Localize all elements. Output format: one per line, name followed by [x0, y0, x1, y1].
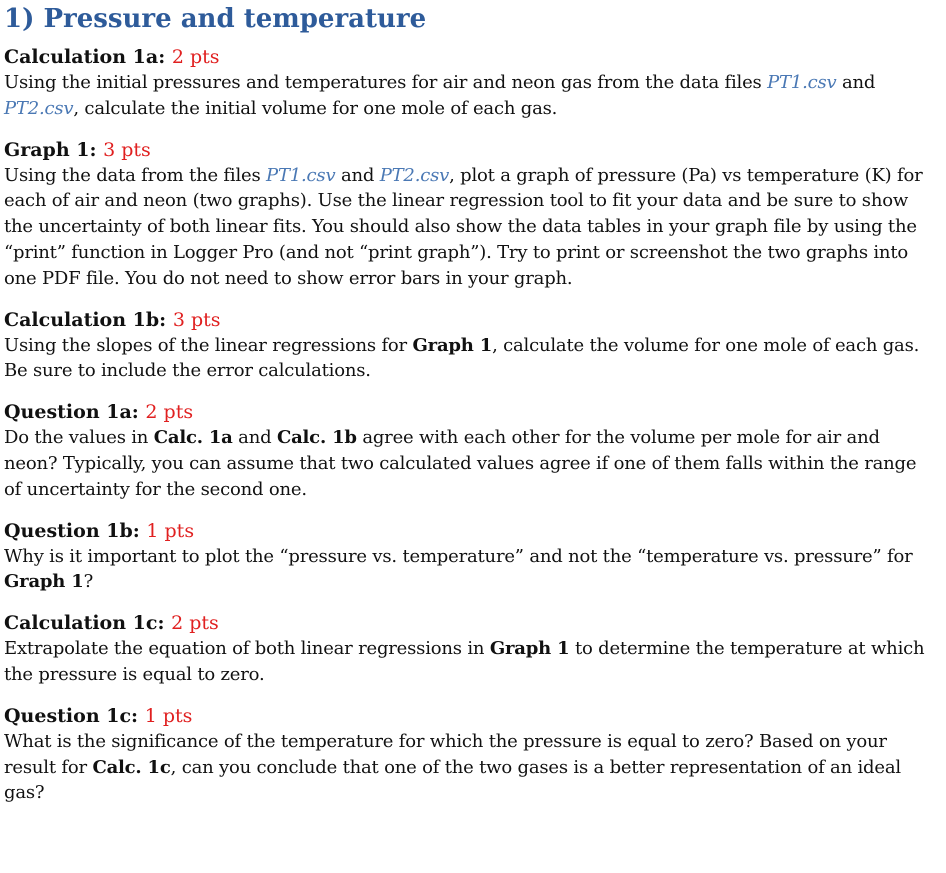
body-text: Extrapolate the equation of both linear regressions in	[4, 638, 490, 660]
section-heading	[4, 610, 936, 636]
bold-reference: Graph 1	[412, 334, 493, 356]
points-badge: 2 pts	[145, 401, 194, 424]
section-calculation-1b	[4, 307, 936, 385]
points-badge: 3 pts	[172, 308, 221, 331]
section-label: Graph 1:	[4, 138, 97, 161]
bold-reference: Calc. 1a	[153, 427, 233, 449]
section-body	[4, 636, 936, 688]
section-body	[4, 70, 936, 122]
section-label: Question 1c:	[4, 704, 139, 727]
section-calculation-1c	[4, 610, 936, 688]
bold-reference: Graph 1	[4, 571, 84, 593]
section-body	[4, 729, 936, 806]
section-label: Calculation 1a:	[4, 46, 166, 68]
body-text: to determine the temperature at which the pressure is equal to zero.	[4, 638, 925, 685]
file-name-pt1: PT1.csv	[266, 164, 336, 186]
section-body	[4, 425, 936, 502]
section-label: Calculation 1b:	[4, 308, 167, 331]
section-label: Calculation 1c:	[4, 612, 165, 635]
section-heading	[4, 137, 936, 163]
section-heading	[4, 307, 936, 333]
section-label: Question 1b:	[4, 519, 140, 542]
bold-reference: Graph 1	[489, 638, 570, 660]
bold-reference: Calc. 1c	[92, 756, 171, 778]
body-text: and	[232, 427, 277, 449]
file-name-pt1: PT1.csv	[767, 72, 837, 93]
section-body	[4, 544, 936, 596]
points-badge: 1 pts	[146, 519, 195, 542]
section-label: Question 1a:	[4, 401, 139, 424]
bold-reference: Calc. 1b	[276, 427, 357, 449]
body-text: Do the values in	[4, 427, 154, 449]
section-body	[4, 163, 936, 292]
body-text: Using the initial pressures and temperatures for air and neon gas from the data files	[4, 72, 768, 93]
file-name-pt2: PT2.csv	[4, 97, 74, 119]
points-badge: 2 pts	[171, 612, 219, 635]
section-heading	[4, 44, 936, 70]
body-text: Using the data from the files	[4, 164, 267, 186]
section-heading	[4, 399, 936, 425]
body-text: , calculate the initial volume for one mole of each gas.	[73, 97, 558, 119]
body-text: , plot a graph of pressure (Pa) vs temperature (K) for each of air and neon (two graphs). Use the linear regression tool to fit your data and be sure to show the uncertainty of both linear fits. You should also show the data tables in your graph file by using the “print” function in Logger Pro (and not “print graph”). Try to print or screenshot the two graphs into one PDF file. You do not need to show error bars in your graph.	[4, 164, 923, 289]
file-name-pt2: PT2.csv	[379, 164, 450, 186]
section-calculation-1a	[4, 44, 936, 122]
body-text: and	[836, 72, 876, 93]
section-graph-1	[4, 137, 936, 292]
section-body	[4, 333, 936, 385]
body-text: ?	[83, 571, 94, 593]
body-text: agree with each other for the volume per mole for air and neon? Typically, you can assume that two calculated values agree if one of them falls within the range of uncertainty for the second one.	[4, 427, 917, 500]
body-text: , can you conclude that one of the two gases is a better representation of an ideal gas?	[4, 756, 901, 804]
section-heading	[4, 703, 936, 729]
body-text: Why is it important to plot the “pressure vs. temperature” and not the “temperature vs. pressure” for	[4, 545, 913, 567]
page-title: 1) Pressure and temperature	[4, 4, 427, 34]
section-question-1a	[4, 399, 936, 502]
body-text: Using the slopes of the linear regressions for	[4, 334, 413, 356]
section-question-1b	[4, 518, 936, 596]
section-heading	[4, 518, 936, 544]
points-badge: 2 pts	[171, 46, 220, 68]
body-text: , calculate the volume for one mole of each gas. Be sure to include the error calculations.	[4, 334, 920, 382]
points-badge: 3 pts	[103, 138, 151, 161]
body-text: What is the significance of the temperature for which the pressure is equal to zero? Based on your result for	[4, 730, 887, 778]
points-badge: 1 pts	[144, 704, 193, 727]
section-question-1c	[4, 703, 936, 806]
body-text: and	[335, 164, 380, 186]
